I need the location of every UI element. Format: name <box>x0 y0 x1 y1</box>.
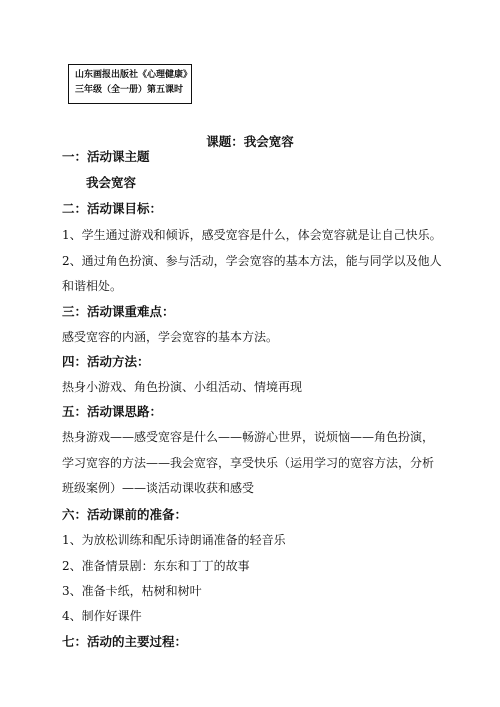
section2-item2-line1: 2、通过角色扮演、参与活动，学会宽容的基本方法，能与同学以及他人 <box>62 254 442 268</box>
section1-body: 我会宽容 <box>86 175 137 190</box>
section6-heading: 六：活动课前的准备： <box>62 507 188 522</box>
section1-heading: 一：活动课主题 <box>62 149 150 164</box>
section5-line1: 热身游戏——感受宽容是什么——畅游心世界，说烦恼——角色扮演， <box>62 430 435 444</box>
section6-item1: 1、为放松训练和配乐诗朗诵准备的轻音乐 <box>62 533 286 547</box>
section4-body: 热身小游戏、角色扮演、小组活动、情境再现 <box>62 380 303 394</box>
section4-heading: 四：活动方法： <box>62 354 150 369</box>
section5-line2: 学习宽容的方法——我会宽容，享受快乐（运用学习的宽容方法，分析 <box>62 456 435 470</box>
section6-item3: 3、准备卡纸，枯树和树叶 <box>62 584 202 598</box>
section2-heading: 二：活动课目标： <box>62 201 163 216</box>
lesson-title: 课题：我会宽容 <box>206 134 294 149</box>
section3-heading: 三：活动课重难点： <box>62 304 175 319</box>
section6-item4: 4、制作好课件 <box>62 609 142 623</box>
section5-heading: 五：活动课思路： <box>62 404 163 419</box>
header-box-line2: 三年级（全一册）第五课时 <box>75 85 184 95</box>
section3-body: 感受宽容的内涵，学会宽容的基本方法。 <box>62 330 279 344</box>
header-box <box>68 64 192 104</box>
section6-item2: 2、准备情景剧：东东和丁丁的故事 <box>62 559 250 573</box>
section5-line3: 班级案例）——谈活动课收获和感受 <box>62 481 255 495</box>
section2-item1: 1、学生通过游戏和倾诉，感受宽容是什么，体会宽容就是让自己快乐。 <box>62 228 442 242</box>
section7-heading: 七：活动的主要过程： <box>62 634 188 649</box>
header-box-line1: 山东画报出版社《心理健康》 <box>75 70 193 80</box>
section2-item2-line2: 和谐相处。 <box>62 279 123 293</box>
